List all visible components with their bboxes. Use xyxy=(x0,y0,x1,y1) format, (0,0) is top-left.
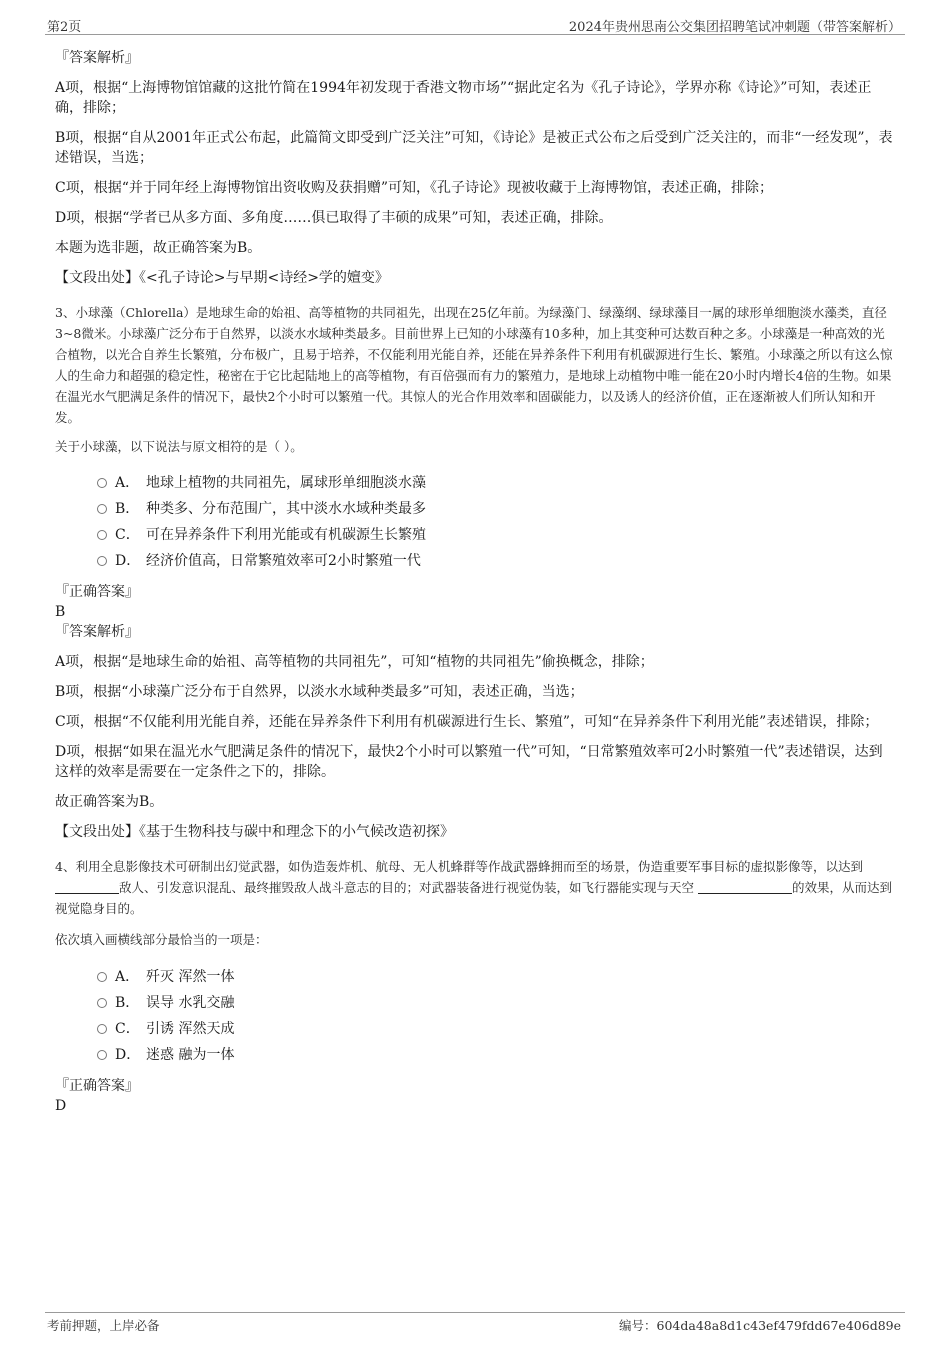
option-letter: B． xyxy=(115,995,140,1011)
q3-analysis-label: 『答案解析』 xyxy=(55,624,139,640)
q4-option-a[interactable] xyxy=(55,964,895,990)
q3-answer: B xyxy=(55,604,66,620)
q4-option-c[interactable] xyxy=(55,1016,895,1042)
q3-option-d[interactable] xyxy=(55,548,895,574)
option-letter: B． xyxy=(115,501,140,517)
document-title: 2024年贵州思南公交集团招聘笔试冲刺题（带答案解析） xyxy=(568,20,901,35)
option-letter: A． xyxy=(115,969,140,985)
q4-passage-part-1: 4、利用全息影像技术可研制出幻觉武器，如伪造轰炸机、航母、无人机蜂群等作战武器蜂拥而至的场景，伪造重要军事目标的虚拟影像等，以达到 xyxy=(55,859,863,874)
page-content xyxy=(55,48,895,1116)
radio-icon[interactable] xyxy=(97,1024,107,1034)
q2-source: 【文段出处】《<孔子诗论>与早期<诗经>学的嬗变》 xyxy=(55,270,389,286)
radio-icon[interactable] xyxy=(97,972,107,982)
q3-options xyxy=(55,470,895,574)
q2-conclusion: 本题为选非题，故正确答案为B。 xyxy=(55,240,262,256)
option-text: 误导 水乳交融 xyxy=(146,995,235,1011)
option-text: 引诱 浑然天成 xyxy=(146,1021,235,1037)
q2-analysis-c: C项，根据“并于同年经上海博物馆出资收购及获捐赠”可知，《孔子诗论》现被收藏于上海博物馆，表述正确，排除； xyxy=(55,180,774,196)
q4-blank-1 xyxy=(55,879,119,894)
q3-option-c[interactable] xyxy=(55,522,895,548)
q4-passage-part-3: 的效果，从而达到视觉隐身目的。 xyxy=(55,880,893,916)
option-letter: C． xyxy=(115,1021,140,1037)
q2-analysis-a: A项，根据“上海博物馆馆藏的这批竹简在1994年初发现于香港文物市场”“据此定名为《孔子诗论》，学界亦称《诗论》”可知，表述正确，排除； xyxy=(55,80,872,116)
q4-passage-part-2: 敌人、引发意识混乱、最终摧毁敌人战斗意志的目的；对武器装备进行视觉伪装，如飞行器能实现与天空 xyxy=(119,880,695,895)
option-text: 可在异养条件下利用光能或有机碳源生长繁殖 xyxy=(146,527,426,543)
page-number: 第2页 xyxy=(47,20,82,35)
q4-blank-2 xyxy=(698,879,792,894)
option-text: 迷惑 融为一体 xyxy=(146,1047,235,1063)
option-letter: A． xyxy=(115,475,140,491)
q3-passage: 3、小球藻（Chlorella）是地球生命的始祖、高等植物的共同祖先，出现在25亿年前。为绿藻门、绿藻纲、绿球藻目一属的球形单细胞淡水藻类，直径3~8微米。小球藻广泛分布于自然界，以淡水水域种类最多。目前世界上已知的小球藻有10多种，加上其变种可达数百种之多。小球藻是一种高效的光合植物，以光合自养生长繁殖，分布极广，且易于培养，不仅能利用光能自养，还能在异养条件下利用有机碳源进行生长、繁殖。小球藻之所以有这么惊人的生命力和超强的稳定性，秘密在于它比起陆地上的高等植物，有百倍强而有力的繁殖力，是地球上动植物中唯一能在20小时内增长4倍的生物。如果在温光水气肥满足条件的情况下，最快2个小时可以繁殖一代。其惊人的光合作用效率和固碳能力，以及诱人的经济价值，正在逐渐被人们所认知和开发。 xyxy=(55,305,893,425)
option-text: 歼灭 浑然一体 xyxy=(146,969,235,985)
q4-option-d[interactable] xyxy=(55,1042,895,1068)
q3-question: 关于小球藻，以下说法与原文相符的是（ ）。 xyxy=(55,439,303,454)
q3-analysis-a: A项，根据“是地球生命的始祖、高等植物的共同祖先”，可知“植物的共同祖先”偷换概念，排除； xyxy=(55,654,654,670)
radio-icon[interactable] xyxy=(97,1050,107,1060)
radio-icon[interactable] xyxy=(97,504,107,514)
q3-analysis-b: B项，根据“小球藻广泛分布于自然界，以淡水水域种类最多”可知，表述正确，当选； xyxy=(55,684,584,700)
q3-option-b[interactable] xyxy=(55,496,895,522)
document-code: 编号：604da48a8d1c43ef479fdd67e406d89e xyxy=(619,1318,901,1333)
option-text: 经济价值高，日常繁殖效率可2小时繁殖一代 xyxy=(146,553,421,569)
q2-analysis-label: 『答案解析』 xyxy=(55,50,139,66)
q2-analysis-d: D项，根据“学者已从多方面、多角度……俱已取得了丰硕的成果”可知，表述正确，排除。 xyxy=(55,210,613,226)
option-text: 地球上植物的共同祖先，属球形单细胞淡水藻 xyxy=(146,475,426,491)
radio-icon[interactable] xyxy=(97,556,107,566)
radio-icon[interactable] xyxy=(97,530,107,540)
q4-passage xyxy=(55,856,895,919)
q3-option-a[interactable] xyxy=(55,470,895,496)
q3-conclusion: 故正确答案为B。 xyxy=(55,794,164,810)
footer-slogan: 考前押题，上岸必备 xyxy=(47,1318,160,1333)
q2-analysis-b: B项，根据“自从2001年正式公布起，此篇简文即受到广泛关注”可知，《诗论》是被正式公布之后受到广泛关注的，而非“一经发现”，表述错误，当选； xyxy=(55,130,893,166)
option-letter: C． xyxy=(115,527,140,543)
q4-answer-label: 『正确答案』 xyxy=(55,1078,139,1094)
q4-answer: D xyxy=(55,1098,67,1114)
page-footer xyxy=(45,1312,905,1337)
q3-answer-label: 『正确答案』 xyxy=(55,584,139,600)
option-text: 种类多、分布范围广，其中淡水水域种类最多 xyxy=(146,501,426,517)
q4-options xyxy=(55,964,895,1068)
radio-icon[interactable] xyxy=(97,998,107,1008)
option-letter: D． xyxy=(115,1047,141,1063)
radio-icon[interactable] xyxy=(97,478,107,488)
q3-analysis-c: C项，根据“不仅能利用光能自养，还能在异养条件下利用有机碳源进行生长、繁殖”，可知“在异养条件下利用光能”表述错误，排除； xyxy=(55,714,879,730)
page-header xyxy=(45,14,905,35)
q4-option-b[interactable] xyxy=(55,990,895,1016)
q3-analysis-d: D项，根据“如果在温光水气肥满足条件的情况下，最快2个小时可以繁殖一代”可知，“日常繁殖效率可2小时繁殖一代”表述错误，达到这样的效率是需要在一定条件之下的，排除。 xyxy=(55,744,883,780)
q4-question: 依次填入画横线部分最恰当的一项是： xyxy=(55,932,268,947)
q3-source: 【文段出处】《基于生物科技与碳中和理念下的小气候改造初探》 xyxy=(55,824,454,840)
option-letter: D． xyxy=(115,553,141,569)
